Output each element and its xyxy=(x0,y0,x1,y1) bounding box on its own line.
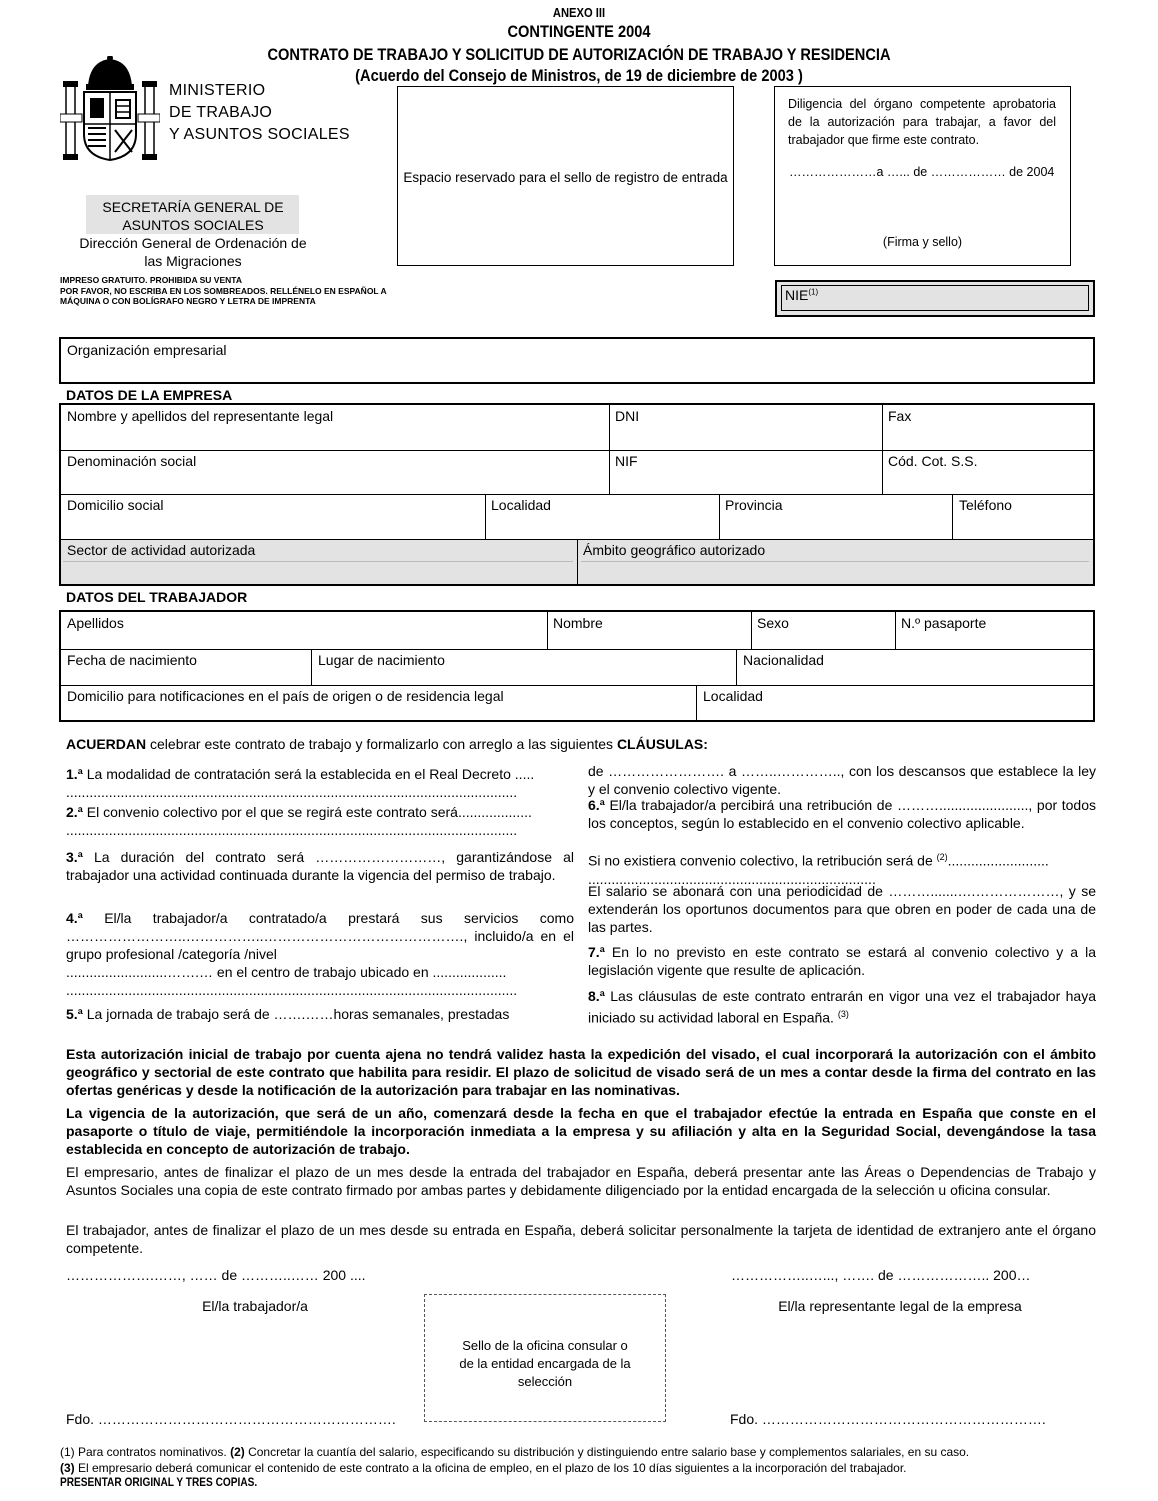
sexo-field[interactable]: Sexo xyxy=(757,615,789,631)
diligencia-box xyxy=(774,86,1071,266)
clause-2: 2.ª El convenio colectivo por el que se regirá este contrato será................... .................................................................................................................... xyxy=(66,804,532,838)
notice-line-3: MÁQUINA O CON BOLÍGRAFO NEGRO Y LETRA DE IMPRENTA xyxy=(60,296,316,306)
provincia-field[interactable]: Provincia xyxy=(725,497,783,513)
empresa-table xyxy=(59,403,1095,586)
domicilio-social-field[interactable]: Domicilio social xyxy=(67,497,164,513)
coat-of-arms-icon xyxy=(60,56,160,164)
contingent-title: CONTINGENTE 2004 xyxy=(507,22,651,41)
localidad-empresa-field[interactable]: Localidad xyxy=(491,497,551,513)
cod-cot-field[interactable]: Cód. Cot. S.S. xyxy=(888,453,978,469)
clause-4-cont: ..........................…….… en el centro de trabajo ubicado en ................... .................................................................................................................... xyxy=(66,964,518,998)
secretaria-line-2: ASUNTOS SOCIALES xyxy=(122,217,264,233)
org-label: Organización empresarial xyxy=(67,342,227,358)
empresa-section-title: DATOS DE LA EMPRESA xyxy=(66,387,233,403)
clause-8: 8.ª Las cláusulas de este contrato entrarán en vigor una vez el trabajador haya iniciado su actividad laboral en España. $^{(3)}$ xyxy=(588,988,1096,1026)
paragraph-empresario: El empresario, antes de finalizar el plazo de un mes desde la entrada del trabajador en España, deberá presentar ante las Áreas o Dependencias de Trabajo y Asuntos Sociales una copia de este contrato firmado por ambas partes y debidamente diligenciado por la entidad encargada de la selección u oficina consular. xyxy=(66,1164,1096,1198)
nif-field[interactable]: NIF xyxy=(615,453,638,469)
consular-seal-text: Sello de la oficina consular o de la entidad encargada de la selección xyxy=(459,1338,631,1389)
date-left: ……………….……, …… de ………..…… 200 .... xyxy=(66,1267,366,1283)
secretaria-line-1: SECRETARÍA GENERAL DE xyxy=(102,199,284,215)
consular-seal-box xyxy=(424,1294,666,1422)
acuerdan-line: ACUERDAN celebrar este contrato de trabajo y formalizarlo con arreglo a las siguientes CLÁUSULAS: xyxy=(66,736,708,752)
clause-4: 4.ª El/la trabajador/a contratado/a prestará sus servicios como ……………………..……………..……………………………………., incluido/a en el grupo profesional /categoría /nivel xyxy=(66,910,574,962)
trabajador-table xyxy=(59,610,1095,722)
fax-field[interactable]: Fax xyxy=(888,408,912,424)
clause-7: 7.ª En lo no previsto en este contrato se estará al convenio colectivo y a la legislación vigente que resulte de aplicación. xyxy=(588,944,1096,978)
fecha-nacimiento-field[interactable]: Fecha de nacimiento xyxy=(67,652,197,668)
apellidos-field[interactable]: Apellidos xyxy=(67,615,124,631)
nie-field[interactable] xyxy=(775,280,1095,317)
nie-label: NIE$^{(1)}$ xyxy=(785,287,819,303)
denominacion-field[interactable]: Denominación social xyxy=(67,453,197,469)
notice-line-1: IMPRESO GRATUITO. PROHIBIDA SU VENTA xyxy=(60,275,242,285)
direccion-line-1: Dirección General de Ordenación de xyxy=(79,235,307,251)
worker-sign-label: El/la trabajador/a xyxy=(202,1298,308,1314)
nacionalidad-field[interactable]: Nacionalidad xyxy=(743,652,824,668)
present-copies-note: PRESENTAR ORIGINAL Y TRES COPIAS. xyxy=(60,1477,258,1489)
paragraph-visado: Esta autorización inicial de trabajo por cuenta ajena no tendrá validez hasta la expedición del visado, el cual incorporará la autorización con el ámbito geográfico y sectorial de este contrato que habilita para residir. El plazo de solicitud de visado será de un mes a contar desde la firma del contrato en las ofertas genéricas y desde la notificación de la autorización para trabajar en las nominativas. xyxy=(66,1046,1096,1098)
clause-1: 1.ª La modalidad de contratación será la establecida en el Real Decreto ..... .................................................................................................................... xyxy=(66,766,535,800)
lugar-nacimiento-field[interactable]: Lugar de nacimiento xyxy=(318,652,445,668)
clause-5-cont: de ……………………. a ……..………….., con los descansos que establece la ley y el convenio colectivo vigente. xyxy=(588,763,1096,797)
secretaria-text xyxy=(70,198,316,270)
page-title: CONTRATO DE TRABAJO Y SOLICITUD DE AUTORIZACIÓN DE TRABAJO Y RESIDENCIA xyxy=(267,45,891,64)
footnote-1-2: (1) Para contratos nominativos. (2) Concretar la cuantía del salario, especificando su distribución y distinguiendo entre salario base y complementos salariales, en su caso. xyxy=(60,1445,970,1459)
clause-3: 3.ª La duración del contrato será ………………………, garantizándose al trabajador una actividad continuada durante la vigencia del permiso de trabajo. xyxy=(66,849,574,883)
registry-stamp-box xyxy=(397,86,734,266)
org-field[interactable] xyxy=(59,337,1095,384)
clause-6-d: El salario se abonará con una periodicidad de ……….......….………………, y se extenderán los oportunos documentos para que obren en poder de cada una de las partes. xyxy=(588,883,1096,935)
direccion-line-2: las Migraciones xyxy=(144,253,242,269)
clause-6-b: Si no existiera convenio colectivo, la retribución será de $^{(2)}$.......................... .......................................................................... xyxy=(588,852,1049,887)
sector-field[interactable]: Sector de actividad autorizada xyxy=(67,542,256,558)
ministry-line-1: MINISTERIO xyxy=(169,82,266,99)
paragraph-trabajador: El trabajador, antes de finalizar el plazo de un mes desde su entrada en España, deberá solicitar personalmente la tarjeta de identidad de extranjero ante el órgano competente. xyxy=(66,1222,1096,1256)
domicilio-notificaciones-field[interactable]: Domicilio para notificaciones en el país de origen o de residencia legal xyxy=(67,688,504,704)
ministry-line-3: Y ASUNTOS SOCIALES xyxy=(169,126,350,143)
fdo-left: Fdo. ………………………………………………………. xyxy=(66,1411,396,1427)
ministry-name xyxy=(169,80,350,146)
date-right: ……………..…..., ……. de ……………….. 200… xyxy=(731,1267,1031,1283)
registry-stamp-text: Espacio reservado para el sello de registro de entrada xyxy=(403,170,728,185)
pasaporte-field[interactable]: N.º pasaporte xyxy=(901,615,987,631)
localidad-trabajador-field[interactable]: Localidad xyxy=(703,688,763,704)
diligencia-sign: (Firma y sello) xyxy=(882,235,963,249)
form-notice xyxy=(60,275,387,307)
clause-5: 5.ª La jornada de trabajo será de …….……horas semanales, prestadas xyxy=(66,1006,510,1022)
paragraph-vigencia: La vigencia de la autorización, que será de un año, comenzará desde la fecha en que el trabajador efectúe la entrada en España que conste en el pasaporte o título de viaje, permitiéndole la incorporación inmediata a la empresa y su afiliación y alta en la Seguridad Social, devengándose la tasa establecida en concepto de autorización de trabajo. xyxy=(66,1105,1096,1157)
diligencia-text: Diligencia del órgano competente aprobatoria de la autorización para trabajar, a favor del trabajador que firme este contrato. xyxy=(788,97,1056,147)
rep-sign-label: El/la representante legal de la empresa xyxy=(778,1298,1022,1314)
page-subtitle: (Acuerdo del Consejo de Ministros, de 19 de diciembre de 2003 ) xyxy=(355,66,803,85)
clause-6: 6.ª El/la trabajador/a percibirá una retribución de ………......................., por todos los conceptos, según lo establecido en el convenio colectivo aplicable. xyxy=(588,797,1096,831)
trabajador-section-title: DATOS DEL TRABAJADOR xyxy=(66,589,248,605)
ministry-line-2: DE TRABAJO xyxy=(169,104,273,121)
annex-label: ANEXO III xyxy=(552,5,606,20)
dni-field[interactable]: DNI xyxy=(615,408,640,424)
telefono-field[interactable]: Teléfono xyxy=(959,497,1012,513)
ambito-field[interactable]: Ámbito geográfico autorizado xyxy=(583,542,766,558)
representante-field[interactable]: Nombre y apellidos del representante legal xyxy=(67,408,334,424)
diligencia-date: …………………a …... de ……………… de 2004 xyxy=(789,165,1055,179)
fdo-right: Fdo. ……………………………………………………. xyxy=(730,1411,1046,1427)
nombre-field[interactable]: Nombre xyxy=(553,615,603,631)
footnote-3: (3) El empresario deberá comunicar el contenido de este contrato a la oficina de empleo, en el plazo de los 10 días siguientes a la incorporación del trabajador. xyxy=(60,1461,907,1475)
notice-line-2: POR FAVOR, NO ESCRIBA EN LOS SOMBREADOS. RELLÉNELO EN ESPAÑOL A xyxy=(60,285,387,296)
